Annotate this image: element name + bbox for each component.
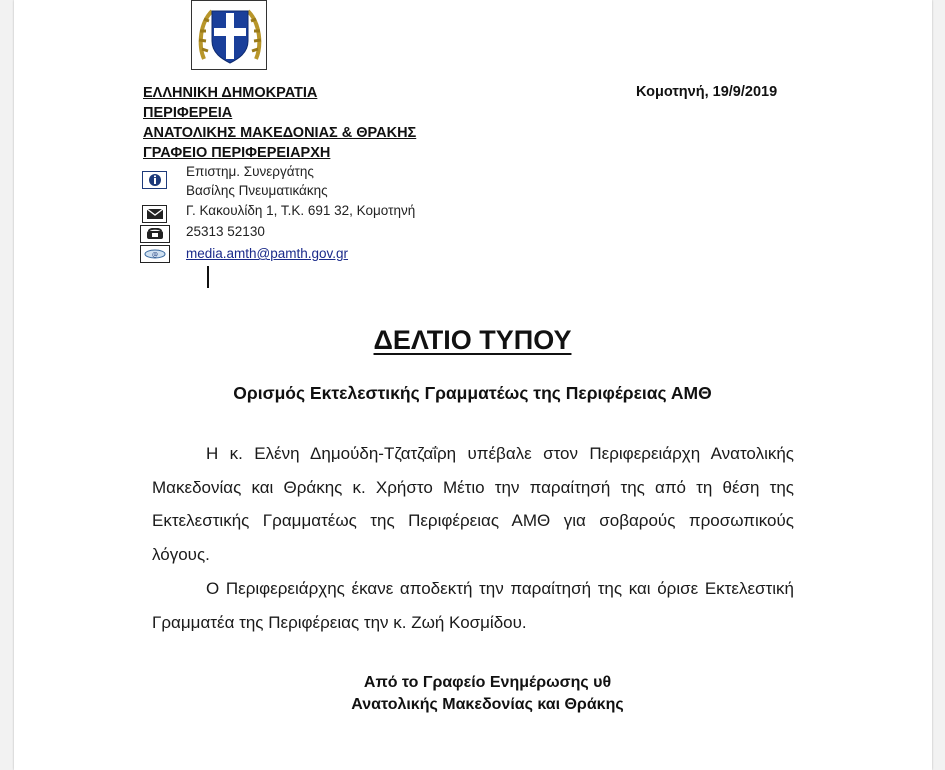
header-line-office: ΓΡΑΦΕΙΟ ΠΕΡΙΦΕΡΕΙΑΡΧΗ xyxy=(143,145,331,161)
email-icon xyxy=(140,245,170,263)
contact-email-link[interactable]: media.amth@pamth.gov.gr xyxy=(186,246,349,261)
header-line-region-name: ΑΝΑΤΟΛΙΚΗΣ ΜΑΚΕΔΟΝΙΑΣ & ΘΡΑΚΗΣ xyxy=(143,125,417,141)
document-date: Κομοτηνή, 19/9/2019 xyxy=(636,84,778,100)
contact-name: Βασίλης Πνευματικάκης xyxy=(186,183,328,198)
contact-role: Επιστημ. Συνεργάτης xyxy=(186,164,314,179)
header-line-region: ΠΕΡΙΦΕΡΕΙΑ xyxy=(143,105,233,121)
phone-icon xyxy=(140,225,170,243)
press-release-title: ΔΕΛΤΙΟ ΤΥΠΟΥ xyxy=(373,325,572,355)
svg-text:@: @ xyxy=(152,251,158,259)
signature-line-2: Ανατολικής Μακεδονίας και Θράκης xyxy=(351,696,624,713)
header-line-republic: ΕΛΛΗΝΙΚΗ ΔΗΜΟΚΡΑΤΙΑ xyxy=(143,85,318,101)
body-paragraph-2: Ο Περιφερειάρχης έκανε αποδεκτή την παραίτησή της και όρισε Εκτελεστική Γραμματέα της Περιφέρειας την κ. Ζωή Κοσμίδου. xyxy=(152,579,794,632)
mail-icon xyxy=(142,205,167,223)
contact-phone: 25313 52130 xyxy=(186,224,265,239)
press-release-subtitle: Ορισμός Εκτελεστικής Γραμματέως της Περιφέρειας ΑΜΘ xyxy=(233,383,712,403)
text-cursor xyxy=(207,266,209,288)
info-icon xyxy=(142,171,167,189)
signature-line-1: Από το Γραφείο Ενημέρωσης υθ xyxy=(363,674,612,691)
contact-address: Γ. Κακουλίδη 1, Τ.Κ. 691 32, Κομοτηνή xyxy=(186,203,416,218)
body-paragraph-1: Η κ. Ελένη Δημούδη-Τζατζαΐρη υπέβαλε στον Περιφερειάρχη Ανατολικής Μακεδονίας και Θράκης κ. Χρήστο Μέτιο την παραίτησή της από τη θέση της Εκτελεστικής Γραμματέως της Περιφέρειας ΑΜΘ για σοβαρούς προσωπικούς λόγους. xyxy=(152,444,794,564)
greek-emblem-logo xyxy=(191,0,267,70)
